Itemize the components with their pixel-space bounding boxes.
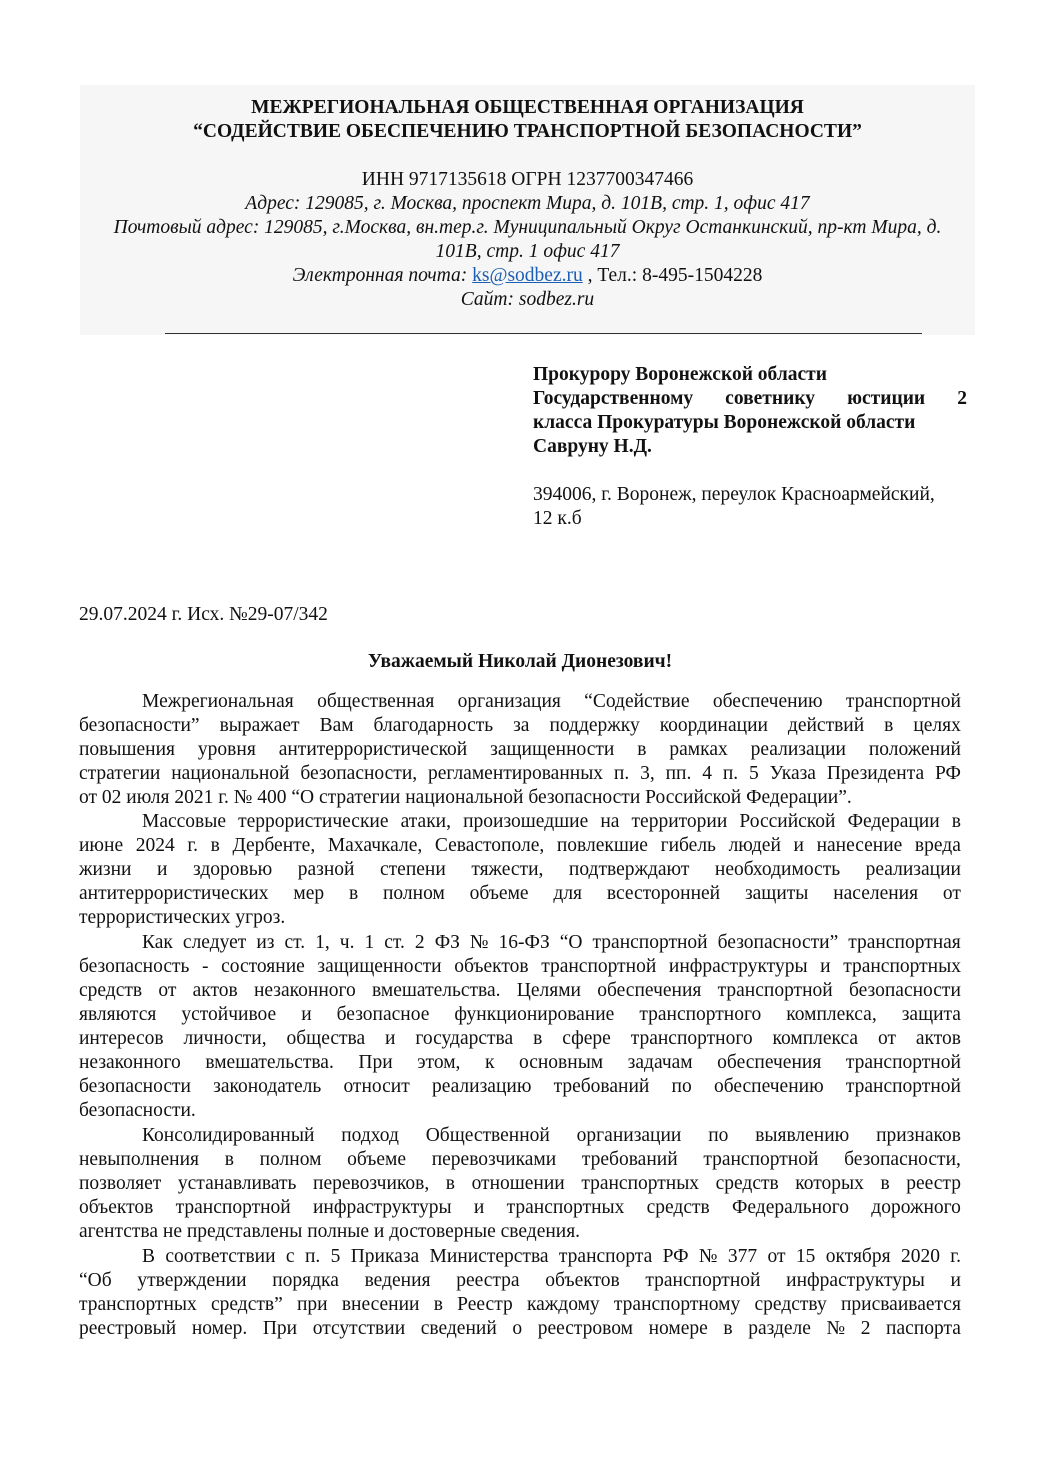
- phone: , Тел.: 8-495-1504228: [582, 265, 763, 286]
- body-line: террористических угроз.: [79, 907, 286, 928]
- body-line: безопасности” выражает Вам благодарность за поддержку координации действий в целях: [79, 715, 961, 736]
- body-line: средств от актов незаконного вмешательства. Целями обеспечения транспортной безопасности: [79, 980, 961, 1001]
- addressee-word: юстиции: [847, 388, 926, 409]
- addressee-address-line1: 394006, г. Воронеж, переулок Красноармейский,: [533, 484, 935, 505]
- addressee-line4: Савруну Н.Д.: [533, 436, 652, 457]
- body-line: антитеррористических мер в полном объеме для всесторонней защиты населения от: [79, 883, 961, 904]
- org-address: [60, 192, 995, 216]
- org-title-line1: МЕЖРЕГИОНАЛЬНАЯ ОБЩЕСТВЕННАЯ ОРГАНИЗАЦИЯ: [251, 97, 804, 118]
- body-line: Консолидированный подход Общественной организации по выявлению признаков: [142, 1125, 961, 1146]
- postal-address-text-2: 101В, стр. 1 офис 417: [435, 241, 620, 262]
- outgoing-reference: 29.07.2024 г. Исх. №29-07/342: [79, 604, 328, 625]
- body-line: стратегии национальной безопасности, регламентированных п. 3, пп. 4 п. 5 Указа Президента РФ: [79, 763, 961, 784]
- body-line: транспортных средств” при внесении в Реестр каждому транспортному средству присваивается: [79, 1294, 961, 1315]
- org-postal-address-line2: [60, 240, 995, 264]
- org-address-text: Адрес: 129085, г. Москва, проспект Мира, д. 101В, стр. 1, офис 417: [245, 193, 810, 214]
- body-line: интересов личности, общества и государства в сфере транспортного комплекса от актов: [79, 1028, 961, 1049]
- addressee-word: советнику: [725, 388, 816, 409]
- org-site: [60, 288, 995, 312]
- postal-address-text-1: Почтовый адрес: 129085, г.Москва, вн.тер.г. Муниципальный Округ Останкинский, пр-кт Мира, д.: [113, 217, 942, 238]
- body-line: невыполнения в полном объеме перевозчиками требований транспортной безопасности,: [79, 1149, 961, 1170]
- greeting: Уважаемый Николай Дионезович!: [367, 651, 673, 672]
- body-line: жизни и здоровью разной степени тяжести, подтверждают необходимость реализации: [79, 859, 961, 880]
- body-line: Массовые террористические атаки, произошедшие на территории Российской Федерации в: [142, 811, 961, 832]
- org-postal-address-line1: [60, 216, 995, 240]
- body-line: позволяет устанавливать перевозчиков, в отношении транспортных средств которых в реестр: [79, 1173, 961, 1194]
- email-label: Электронная почта:: [292, 265, 473, 286]
- email-link[interactable]: ks@sodbez.ru: [472, 265, 583, 286]
- body-line: безопасности законодатель относит реализацию требований по обеспечению транспортной: [79, 1076, 961, 1097]
- body-line: являются устойчивое и безопасное функционирование транспортного комплекса, защита: [79, 1004, 961, 1025]
- body-line: повышения уровня антитеррористической защищенности в рамках реализации положений: [79, 739, 961, 760]
- body-line: агентства не представлены полные и достоверные сведения.: [79, 1221, 581, 1242]
- addressee-line1: Прокурору Воронежской области: [533, 364, 827, 385]
- body-line: Межрегиональная общественная организация “Содействие обеспечению транспортной: [142, 691, 961, 712]
- body-line: незаконного вмешательства. При этом, к основным задачам обеспечения транспортной: [79, 1052, 961, 1073]
- header-divider: [165, 333, 922, 334]
- org-contacts: [60, 264, 995, 288]
- body-line: “Об утверждении порядка ведения реестра объектов транспортной инфраструктуры и: [79, 1270, 961, 1291]
- body-line: объектов транспортной инфраструктуры и транспортных средств Федерального дорожного: [79, 1197, 961, 1218]
- addressee-line3: класса Прокуратуры Воронежской области: [533, 412, 916, 433]
- body-line: безопасности.: [79, 1100, 196, 1121]
- body-line: от 02 июля 2021 г. № 400 “О стратегии национальной безопасности Российской Федерации”.: [79, 787, 852, 808]
- addressee-word: 2: [957, 388, 967, 409]
- body-line: безопасность - состояние защищенности объектов транспортной инфраструктуры и транспортных: [79, 956, 961, 977]
- addressee-address-line2: 12 к.б: [533, 508, 582, 529]
- org-title-line2: “СОДЕЙСТВИЕ ОБЕСПЕЧЕНИЮ ТРАНСПОРТНОЙ БЕЗОПАСНОСТИ”: [193, 121, 862, 142]
- body-line: Как следует из ст. 1, ч. 1 ст. 2 ФЗ № 16-ФЗ “О транспортной безопасности” транспортная: [142, 932, 961, 953]
- site-text: Сайт: sodbez.ru: [460, 289, 595, 310]
- addressee-word: Государственному: [533, 388, 694, 409]
- body-line: реестровый номер. При отсутствии сведений о реестровом номере в разделе № 2 паспорта: [79, 1318, 961, 1339]
- body-line: В соответствии с п. 5 Приказа Министерства транспорта РФ № 377 от 15 октября 2020 г.: [142, 1246, 961, 1267]
- addressee-line2: [533, 387, 967, 411]
- body-line: июне 2024 г. в Дербенте, Махачкале, Севастополе, повлекшие гибель людей и нанесение вреда: [79, 835, 961, 856]
- inn-ogrn: ИНН 9717135618 ОГРН 1237700347466: [361, 169, 694, 190]
